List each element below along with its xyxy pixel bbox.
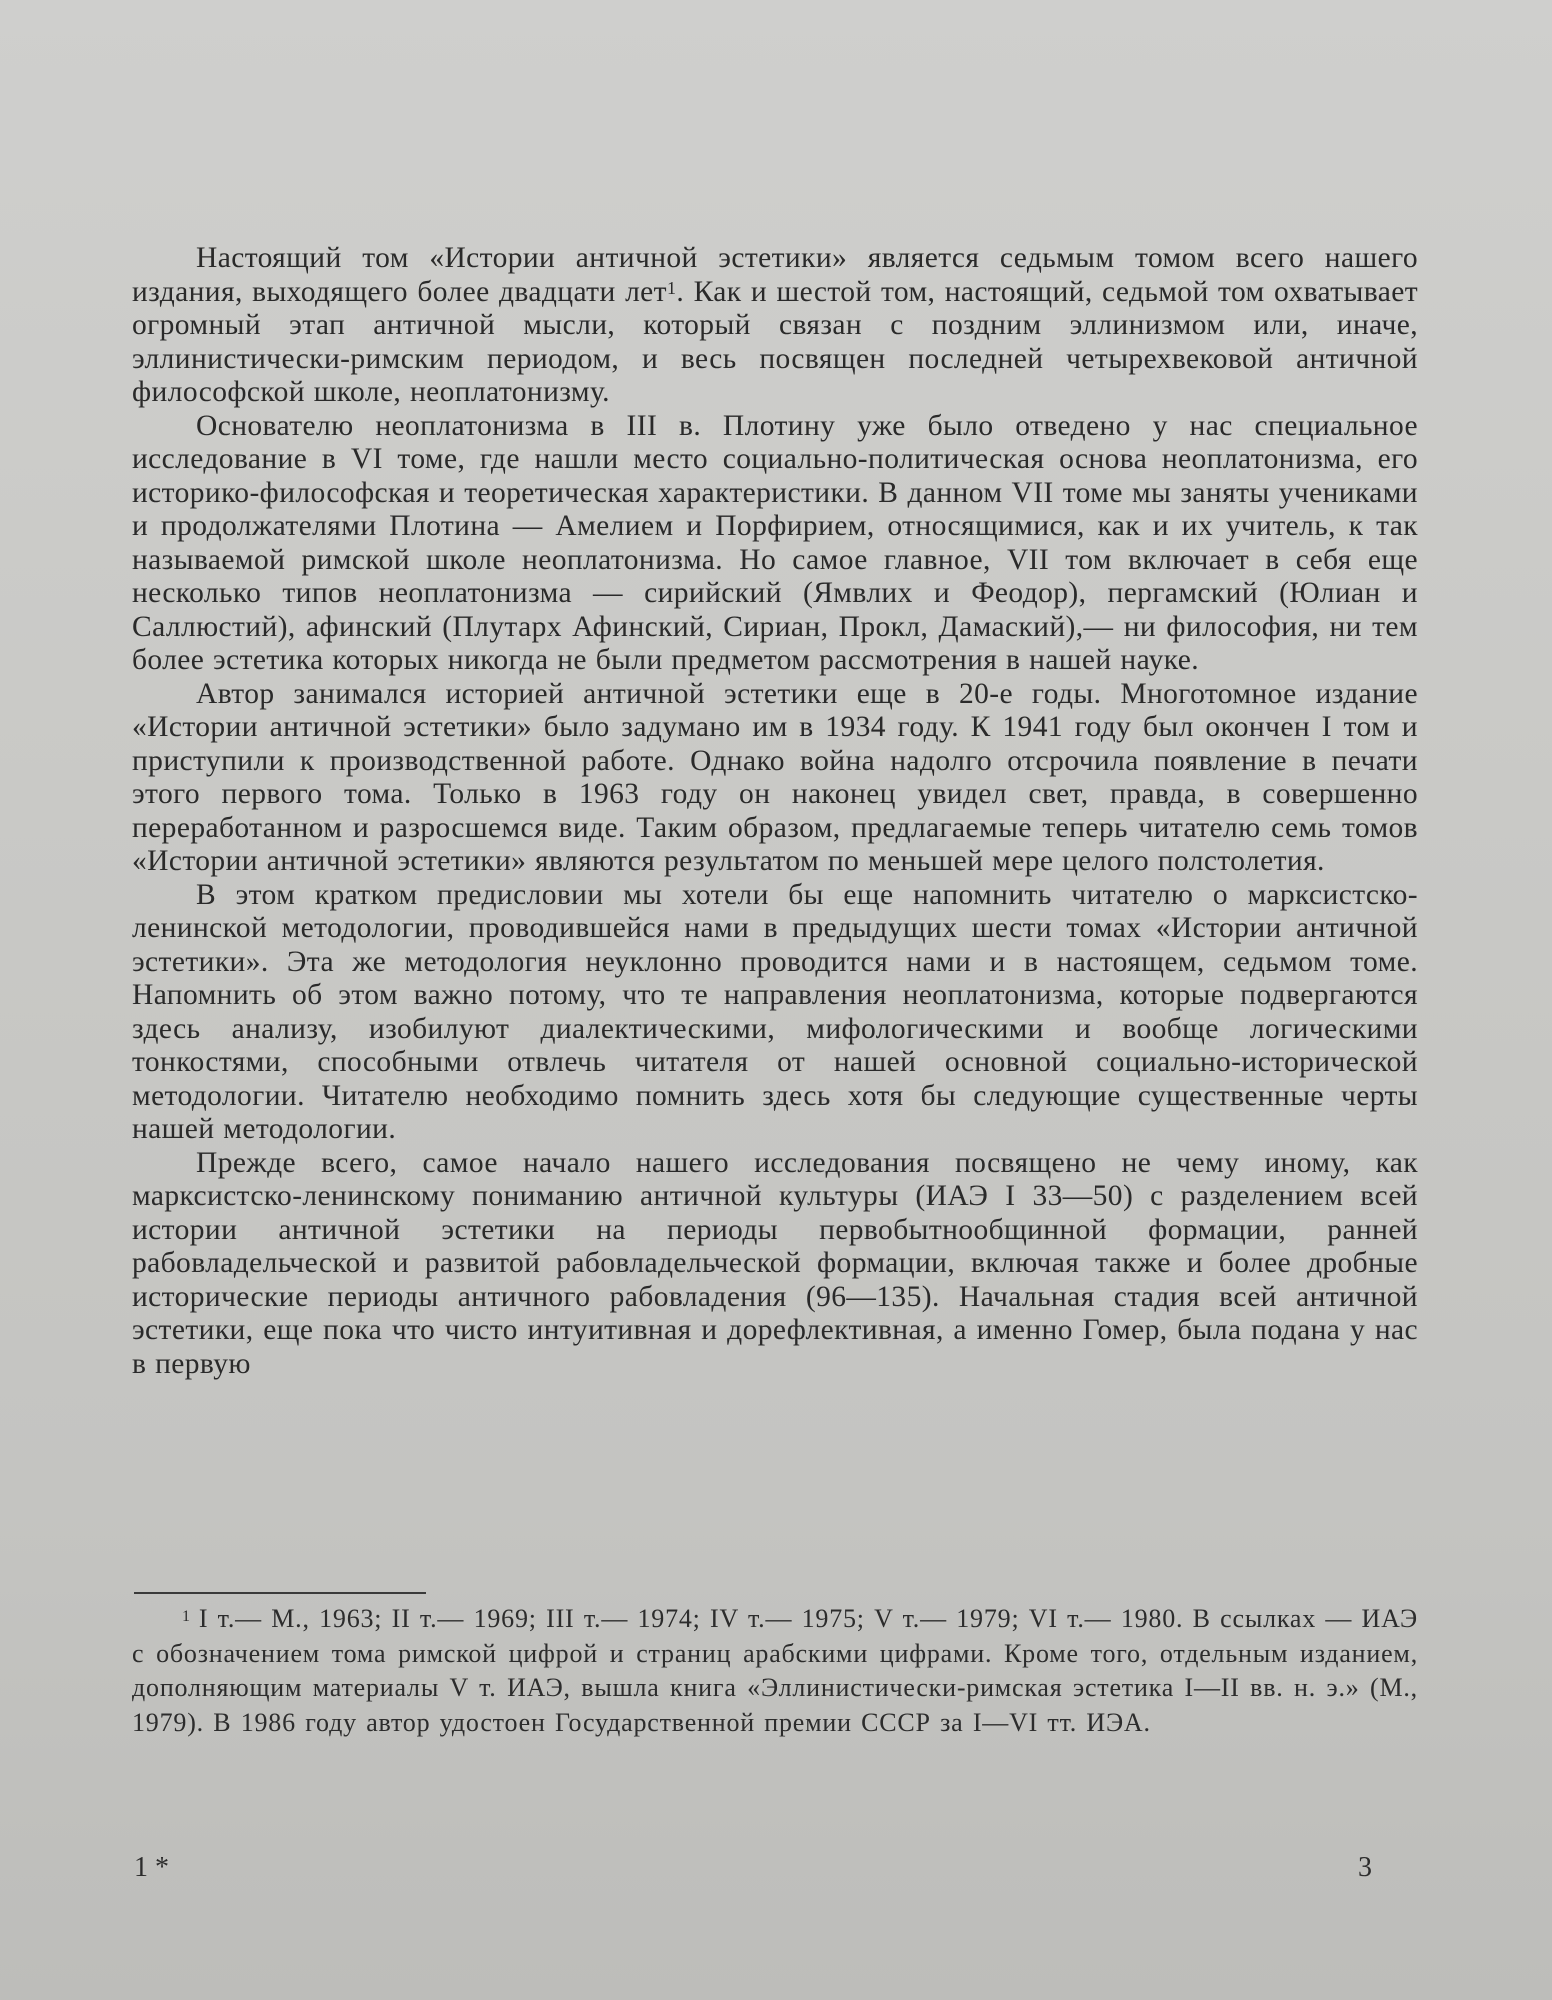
paragraph-2: Основателю неоплатонизма в III в. Плотину уже было отведено у нас специальное исследование в VI томе, где нашли место социально-политическая основа неоплатонизма, его историко-философская и теоретическая характеристики. В данном VII томе мы заняты учениками и продолжателями Плотина — Амелием и Порфирием, относящимися, как и их учитель, к так называемой римской школе неоплатонизма. Но самое главное, VII том включает в себя еще несколько типов неоплатонизма — сирийский (Ямвлих и Феодор), пергамский (Юлиан и Саллюстий), афинский (Плутарх Афинский, Сириан, Прокл, Дамаский),— ни философия, ни тем более эстетика которых никогда не были предметом рассмотрения в нашей науке. xyxy=(132,409,1418,676)
main-text xyxy=(132,242,1418,1381)
footnote-paragraph xyxy=(132,1602,1418,1740)
paragraph-1-continuation: . Как и шестой том, настоящий, седьмой том охватывает огромный этап античной мысли, который связан с поздним эллинизмом или, иначе, эллинистически-римским периодом, и весь посвящен последней четырехвековой античной философской школе, неоплатонизму. xyxy=(132,275,1418,408)
paragraph-3: Автор занимался историей античной эстетики еще в 20-е годы. Многотомное издание «Истории античной эстетики» было задумано им в 1934 году. К 1941 году был окончен I том и приступили к производственной работе. Однако война надолго отсрочила появление в печати этого первого тома. Только в 1963 году он наконец увидел свет, правда, в совершенно переработанном и разросшемся виде. Таким образом, предлагаемые теперь читателю семь томов «Истории античной эстетики» являются результатом по меньшей мере целого полстолетия. xyxy=(132,677,1418,877)
paragraph-4: В этом кратком предисловии мы хотели бы еще напомнить читателю о марксистско-ленинской методологии, проводившейся нами в предыдущих шести томах «Истории античной эстетики». Эта же методология неуклонно проводится нами и в настоящем, седьмом томе. Напомнить об этом важно потому, что те направления неоплатонизма, которые подвергаются здесь анализу, изобилуют диалектическими, мифологическими и вообще логическими тонкостями, способными отвлечь читателя от нашей основной социально-исторической методологии. Читателю необходимо помнить здесь хотя бы следующие существенные черты нашей методологии. xyxy=(132,878,1418,1145)
page-number: 3 xyxy=(1358,1852,1372,1883)
paragraph-1 xyxy=(132,242,1418,410)
paragraph-1-text: Настоящий том «Истории античной эстетики» является седьмым томом всего нашего издания, выходящего более двадцати лет xyxy=(132,242,1418,308)
footnote-mark: 1 xyxy=(182,1608,191,1625)
printer-signature: 1 * xyxy=(134,1852,169,1883)
footnote-divider xyxy=(134,1592,426,1594)
paragraph-5: Прежде всего, самое начало нашего исследования посвящено не чему иному, как марксистско-ленинскому пониманию античной культуры (ИАЭ I 33—50) с разделением всей истории античной эстетики на периоды первобытнообщинной формации, ранней рабовладельческой и развитой рабовладельческой формации, включая также и более дробные исторические периоды античного рабовладения (96—135). Начальная стадия всей античной эстетики, еще пока что чисто интуитивная и дорефлективная, а именно Гомер, была подана у нас в первую xyxy=(132,1146,1418,1380)
footnote xyxy=(132,1602,1418,1740)
footnote-reference: 1 xyxy=(666,277,677,298)
footnote-text: I т.— М., 1963; II т.— 1969; III т.— 1974; IV т.— 1975; V т.— 1979; VI т.— 1980. В ссылках — ИАЭ с обозначением тома римской цифрой и страниц арабскими цифрами. Кроме того, отдельным изданием, дополняющим материалы V т. ИАЭ, вышла книга «Эллинистически-римская эстетика I—II вв. н. э.» (М., 1979). В 1986 году автор удостоен Государственной премии СССР за I—VI тт. ИЭА. xyxy=(132,1604,1418,1737)
